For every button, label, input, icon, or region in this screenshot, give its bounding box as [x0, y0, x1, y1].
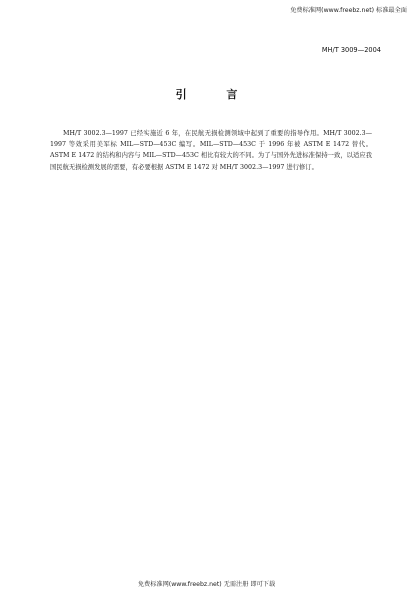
- body-paragraph: MH/T 3002.3—1997 已经实施近 6 年，在民航无损检测领域中起到了重要的指导作用。MH/T 3002.3—1997 等效采用美军标 MIL—STD—453C 编写。MIL—STD—453C 于 1996 年被 ASTM E 1472 替代。ASTM E 1472 的结构和内容与 MIL—STD—453C 相比有较大的不同。为了与国外先进标准保持一致，以适应我国民航无损检测发展的需要，有必要根据 ASTM E 1472 对 MH/T 3002.3—1997 进行修订。: [50, 130, 372, 171]
- bottom-banner: 免费标准网(www.freebz.net) 无需注册 即可下载: [137, 581, 276, 588]
- page-title: 引 言: [175, 88, 256, 101]
- document-code: MH/T 3009—2004: [321, 46, 381, 54]
- body-text: [50, 128, 372, 173]
- top-banner: 免费标准网(www.freebz.net) 标准最全面: [290, 7, 407, 14]
